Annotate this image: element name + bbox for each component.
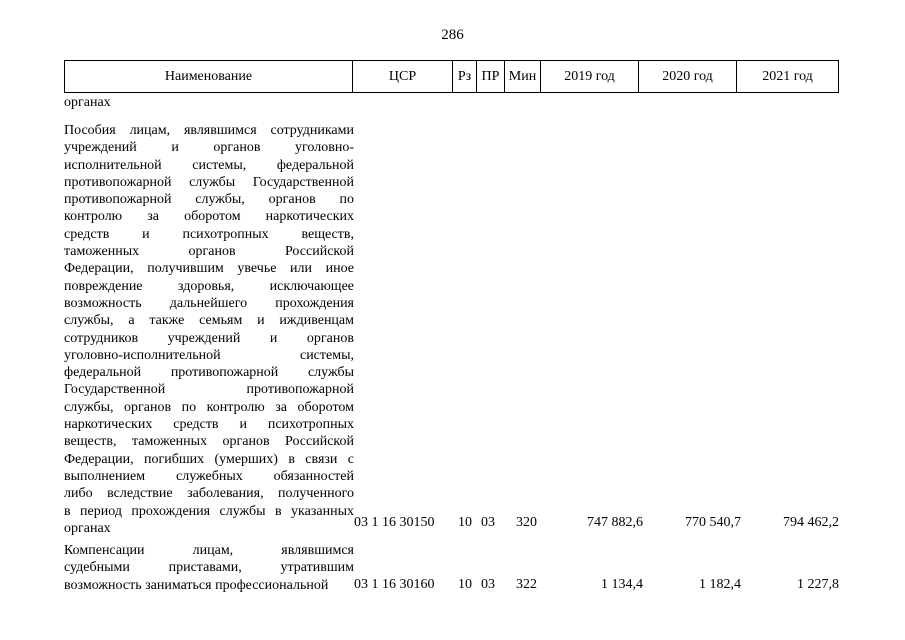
row-name-line: возможность дальнейшего прохождения — [64, 295, 354, 311]
row-name-line: повреждение здоровья, исключающее — [64, 278, 354, 294]
header-pr: ПР — [477, 61, 505, 92]
header-rz: Рз — [453, 61, 477, 92]
row-name-line: исполнительной системы, федеральной — [64, 157, 354, 173]
cell-csr: 03 1 16 30150 — [354, 515, 435, 530]
row-name-line: Государственной противопожарной — [64, 382, 354, 398]
row-name-line: уголовно-исполнительной системы, — [64, 347, 354, 363]
table-row-values — [354, 577, 839, 594]
header-csr: ЦСР — [353, 61, 453, 92]
cell-rz: 10 — [458, 515, 472, 530]
header-min: Мин — [505, 61, 541, 92]
row-name-line: федеральной противопожарной службы — [64, 365, 354, 381]
row-name-line: противопожарной службы, органов по — [64, 192, 354, 208]
cell-csr: 03 1 16 30160 — [354, 577, 435, 592]
row-name-line: Федерации, погибших (умерших) в связи с — [64, 451, 354, 467]
row-name-line: службы, органов по контролю за оборотом — [64, 399, 354, 415]
row-name — [64, 542, 354, 594]
cell-pr: 03 — [481, 577, 495, 592]
row-name-line: веществ, таможенных органов Российской — [64, 434, 354, 450]
row-name-line: Пособия лицам, являвшимся сотрудниками — [64, 123, 354, 138]
row-name-line: возможность заниматься профессиональной — [64, 577, 329, 593]
cell-2020: 1 182,4 — [699, 577, 741, 592]
cell-pr: 03 — [481, 515, 495, 530]
cell-2021: 794 462,2 — [783, 515, 839, 530]
header-name: Наименование — [65, 61, 353, 92]
row-name-line: службы, а также семьям и иждивенцам — [64, 313, 354, 329]
row-name-line: наркотических средств и психотропных — [64, 417, 354, 433]
row-name-line: судебными приставами, утратившим — [64, 560, 354, 576]
row-name-line: таможенных органов Российской — [64, 244, 354, 260]
header-2021: 2021 год — [762, 68, 813, 84]
row-name — [64, 122, 354, 537]
table-row-values — [354, 515, 839, 532]
page-number: 286 — [441, 27, 464, 43]
row-name-line: сотрудников учреждений и органов — [64, 330, 354, 346]
row-name-line: противопожарной службы Государственной — [64, 174, 354, 190]
row-name-line: контролю за оборотом наркотических — [64, 209, 354, 225]
row-name-line: учреждений и органов уголовно- — [64, 140, 354, 156]
cell-min: 322 — [516, 577, 537, 592]
cell-min: 320 — [516, 515, 537, 530]
row-name-line: органах — [64, 520, 111, 536]
row-name-line: в период прохождения службы в указанных — [64, 503, 354, 519]
row-name-line: выполнением служебных обязанностей — [64, 468, 354, 484]
row-name-line: либо вследствие заболевания, полученного — [64, 486, 354, 502]
cell-2019: 747 882,6 — [587, 515, 643, 530]
row-name-line: Федерации, получившим увечье или иное — [64, 261, 354, 277]
table-header — [64, 60, 839, 93]
continuation-text: органах — [64, 95, 111, 110]
row-name-line: Компенсации лицам, являвшимся — [64, 543, 354, 558]
cell-rz: 10 — [458, 577, 472, 592]
header-2019: 2019 год — [541, 61, 639, 92]
cell-2021: 1 227,8 — [797, 577, 839, 592]
row-name-line: средств и психотропных веществ, — [64, 226, 354, 242]
cell-2020: 770 540,7 — [685, 515, 741, 530]
header-2020: 2020 год — [639, 61, 737, 92]
cell-2019: 1 134,4 — [601, 577, 643, 592]
